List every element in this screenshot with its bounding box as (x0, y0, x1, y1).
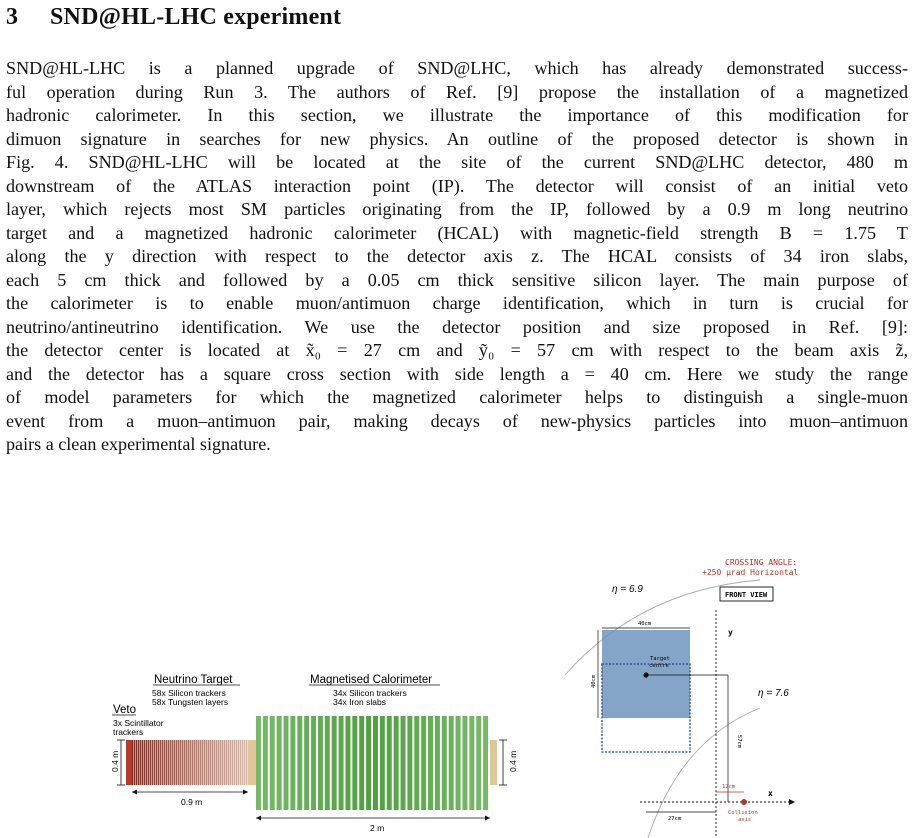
offset-y-label: 57cm (736, 735, 742, 749)
side-dim-label: 40cm (591, 674, 597, 688)
veto-desc-1: 3x Scintillator (113, 718, 164, 728)
calorimeter-slab (318, 716, 323, 810)
paragraph-line: the detector center is located at x̃₀ = 27 cm and ỹ₀ = 57 cm with respect to the beam axis z̃, (6, 340, 908, 360)
calorimeter-slab (407, 716, 412, 810)
calorimeter-slab (339, 716, 344, 810)
calorimeter-end-cap (490, 740, 497, 785)
front-view-label: FRONT VIEW (725, 591, 768, 599)
calorimeter-slab (483, 716, 488, 810)
target-layer (156, 740, 158, 785)
collision-label-2: axis (738, 817, 752, 823)
front-view-diagram (565, 558, 799, 838)
calorimeter-slab (469, 716, 474, 810)
target-layer (132, 740, 134, 785)
target-layer (140, 740, 142, 785)
target-layer (228, 740, 230, 785)
target-layer (234, 740, 236, 785)
target-layer (178, 740, 180, 785)
calorimeter-slab (456, 716, 461, 810)
detector-figure (0, 540, 916, 838)
target-layer (238, 740, 240, 785)
target-layer (236, 740, 238, 785)
calorimeter-slab (352, 716, 357, 810)
calorimeter-slab (380, 716, 385, 810)
side-view-diagram (110, 674, 518, 833)
target-layer (166, 740, 168, 785)
target-layer (226, 740, 228, 785)
calorimeter-slab (421, 716, 426, 810)
target-layer (230, 740, 232, 785)
collision-axis-dot (741, 799, 747, 805)
target-layer (174, 740, 176, 785)
paragraph-line: layer, which rejects most SM particles originating from the IP, followed by a 0.9 m long neutrino (6, 199, 908, 219)
target-layer (148, 740, 150, 785)
calorimeter-slab (435, 716, 440, 810)
target-centre-label-1: Target (650, 656, 670, 662)
target-layer (204, 740, 206, 785)
calorimeter-slab (414, 716, 419, 810)
calorimeter-slab (270, 716, 275, 810)
target-length-label: 0.9 m (181, 797, 203, 807)
paragraph-line: the calorimeter is to enable muon/antimuon charge identification, which in turn is crucial for (6, 293, 908, 313)
paragraph-line: Fig. 4. SND@HL-LHC will be located at the site of the current SND@LHC detector, 480 m (6, 152, 908, 172)
target-layer (186, 740, 188, 785)
crossing-angle-value: +250 μrad Horizontal (702, 568, 799, 577)
offset-small-label: 12cm (722, 784, 736, 790)
calorimeter-slab (277, 716, 282, 810)
target-layer (162, 740, 164, 785)
target-layer (154, 740, 156, 785)
target-layer (134, 740, 136, 785)
crossing-angle-title: CROSSING ANGLE: (725, 558, 798, 567)
paragraph-line: SND@HL-LHC is a planned upgrade of SND@LHC, which has already demonstrated success- (6, 58, 908, 78)
target-end-cap (248, 740, 256, 785)
x-axis-label: x (768, 789, 773, 798)
target-desc-2: 58x Tungsten layers (152, 697, 229, 707)
calorimeter-slab (284, 716, 289, 810)
paragraph-line: pairs a clean experimental signature. (6, 434, 271, 454)
target-layer (144, 740, 146, 785)
target-layer (190, 740, 192, 785)
target-layer (188, 740, 190, 785)
target-layer (150, 740, 152, 785)
height-label-left: 0.4 m (110, 750, 120, 772)
paragraph-line: along the y direction with respect to the detector axis z. The HCAL consists of 34 iron slabs, (6, 246, 908, 266)
calorimeter-slab (290, 716, 295, 810)
calorimeter-slab (359, 716, 364, 810)
target-layer (202, 740, 204, 785)
target-layer (214, 740, 216, 785)
paragraph-line: neutrino/antineutrino identification. We use the detector position and size proposed in Ref. [9]: (6, 316, 908, 337)
target-layer (210, 740, 212, 785)
target-layer (194, 740, 196, 785)
target-layer (200, 740, 202, 785)
calo-length-label: 2 m (370, 823, 385, 833)
calorimeter-block (256, 716, 488, 810)
target-title: Neutrino Target (154, 674, 233, 686)
body-paragraph (6, 57, 908, 457)
target-layer (246, 740, 248, 785)
section-number: 3 (6, 4, 19, 30)
calorimeter-slab (387, 716, 392, 810)
calorimeter-slab (345, 716, 350, 810)
paragraph-line: dimuon signature in searches for new physics. An outline of the proposed detector is shown in (6, 128, 908, 149)
eta-outer-label: η = 6.9 (612, 584, 643, 595)
target-layer (142, 740, 144, 785)
paragraph-line: and the detector has a square cross section with side length a = 40 cm. Here we study the range (6, 363, 908, 384)
calorimeter-slab (476, 716, 481, 810)
calorimeter-slab (373, 716, 378, 810)
calorimeter-slab (394, 716, 399, 810)
target-layer (216, 740, 218, 785)
target-layer (206, 740, 208, 785)
target-layer (180, 740, 182, 785)
target-centre-label-2: centre (649, 663, 669, 669)
calorimeter-slab (325, 716, 330, 810)
veto-desc-2: trackers (113, 727, 144, 737)
eta-inner-label: η = 7.6 (758, 688, 789, 699)
target-layer (224, 740, 226, 785)
section-title: SND@HL-LHC experiment (50, 4, 342, 30)
paragraph-line: downstream of the ATLAS interaction point (IP). The detector will consist of an initial veto (6, 175, 908, 196)
target-layer (240, 740, 242, 785)
paragraph-line: of model parameters for which the magnetized calorimeter helps to distinguish a single-muon (6, 387, 908, 407)
width-dim-label: 40cm (638, 621, 652, 627)
collision-label-1: Collision (728, 810, 758, 816)
target-layer (232, 740, 234, 785)
calorimeter-slab (256, 716, 261, 810)
target-layer (170, 740, 172, 785)
target-layer (182, 740, 184, 785)
target-layer (242, 740, 244, 785)
target-layer (176, 740, 178, 785)
target-layer (168, 740, 170, 785)
calorimeter-slab (366, 716, 371, 810)
target-layer (192, 740, 194, 785)
calorimeter-slab (311, 716, 316, 810)
calorimeter-slab (297, 716, 302, 810)
offset-x-label: 27cm (668, 816, 682, 822)
calorimeter-slab (428, 716, 433, 810)
calorimeter-slab (304, 716, 309, 810)
target-desc-1: 58x Silicon trackers (152, 688, 226, 698)
target-layer (222, 740, 224, 785)
target-layer (164, 740, 166, 785)
height-label-right: 0.4 m (508, 750, 518, 772)
calo-desc-2: 34x Iron slabs (333, 697, 386, 707)
paragraph-line: event from a muon–antimuon pair, making decays of new-physics particles into muon–antimuon (6, 410, 908, 431)
target-layer (152, 740, 154, 785)
calorimeter-slab (332, 716, 337, 810)
target-layer (208, 740, 210, 785)
veto-block (126, 740, 132, 785)
target-layer (138, 740, 140, 785)
target-layer (160, 740, 162, 785)
calorimeter-slab (442, 716, 447, 810)
target-layer (196, 740, 198, 785)
target-layer (146, 740, 148, 785)
calorimeter-slab (462, 716, 467, 810)
target-layer (184, 740, 186, 785)
veto-title: Veto (113, 704, 137, 716)
calorimeter-slab (449, 716, 454, 810)
paragraph-line: hadronic calorimeter. In this section, we illustrate the importance of this modification for (6, 105, 908, 125)
calorimeter-slab (263, 716, 268, 810)
section-heading (6, 4, 341, 31)
target-layer (198, 740, 200, 785)
target-layer (218, 740, 220, 785)
calo-title: Magnetised Calorimeter (310, 674, 433, 686)
calorimeter-slab (401, 716, 406, 810)
calo-desc-1: 34x Silicon trackers (333, 688, 407, 698)
paragraph-line: each 5 cm thick and followed by a 0.05 cm thick sensitive silicon layer. The main purpose of (6, 269, 908, 290)
target-layer (212, 740, 214, 785)
target-layer (136, 740, 138, 785)
target-layer (244, 740, 246, 785)
paragraph-line: ful operation during Run 3. The authors of Ref. [9] propose the installation of a magnetized (6, 81, 908, 102)
neutrino-target-block (132, 740, 248, 785)
y-axis-label: y (728, 628, 733, 637)
target-layer (220, 740, 222, 785)
target-layer (158, 740, 160, 785)
target-layer (172, 740, 174, 785)
paragraph-line: target and a magnetized hadronic calorimeter (HCAL) with magnetic-field strength B = 1.75 T (6, 222, 908, 243)
